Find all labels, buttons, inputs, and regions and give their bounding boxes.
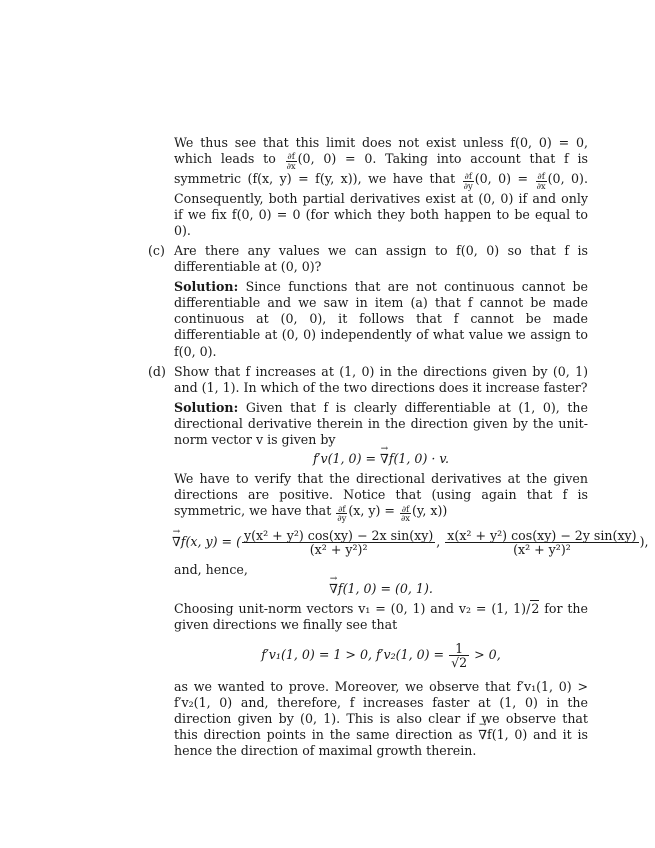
and-hence-text: and, hence, <box>174 562 248 578</box>
part-c-solution-text: Since functions that are not continuous cannot be differentiable and we saw in item (a) that f cannot be made continuous at (0, 0), it follows that f cannot be made differentiable at (0, 0) independently of what value we assign to f(0, 0). <box>174 279 588 359</box>
intro-line-3a: f(y, x)), we have that <box>315 170 462 186</box>
part-d-paragraph-4: as we wanted to prove. Moreover, we observe that f′v₁(1, 0) > f′v₂(1, 0) and, therefore, f increases faster at (1, 0) in the direction given by (0, 1). This is also clear if we observe that this direction points in the same direction as → ∇f(1, 0) and it is hence the direction of maximal growth therein. <box>174 679 588 759</box>
directional-derivative-equation: f′v(1, 0) = → ∇f(1, 0) · v. <box>174 451 588 467</box>
nabla-symbol: → ∇ <box>478 727 487 743</box>
intro-line-5: they both happen to be equal to 0). <box>174 206 588 238</box>
partial-fraction-fx-3: $\frac{\partial f}{\partial x}$ <box>400 503 410 524</box>
part-c-solution <box>174 279 588 359</box>
part-c <box>148 242 588 360</box>
nabla-symbol: → ∇ <box>329 581 338 597</box>
intro-line-3b: (0, 0) = <box>474 170 535 186</box>
gradient-component-2: $\frac{\text{x(x² + y²) cos(xy) − 2y sin(xy)}}{\text{(x² + y²)²}}$ <box>447 528 637 558</box>
page-content <box>148 135 649 759</box>
partial-fraction-fx: $\frac{\partial f}{\partial x}$ <box>286 151 296 172</box>
part-d-solution-text: Given that f is clearly differentiable at (1, 0), the directional derivative therein in the direction given by the unit-norm vector v is given by <box>174 399 588 447</box>
part-d <box>148 363 649 759</box>
part-c-label: (c) <box>148 242 165 258</box>
intro-line-2b: (0, 0) = 0. Taking into account that f is symmetric (f(x, y) = <box>174 151 588 186</box>
part-d-label: (d) <box>148 363 166 379</box>
gradient-equation: → ∇f(x, y) = ( $\frac{\text{y(x² + y²) cos(xy) − 2x sin(xy)}}{\text{(x² + y²)²}}$ , $\frac{\text{x(x² + y²) cos(xy) − 2y sin(xy)}}{\text{(x² + y²)²}}$ ), <box>172 529 588 556</box>
partial-fraction-fy: $\frac{\partial f}{\partial y}$ <box>463 171 473 191</box>
intro-line-1: We thus see that this limit does not exist unless f(0, 0) = 0, which leads <box>174 135 588 167</box>
gradient-at-point-equation: → ∇f(1, 0) = (0, 1). <box>174 581 588 597</box>
nabla-symbol: → ∇ <box>172 534 181 550</box>
intro-line-4: derivatives exist at (0, 0) if and only if we fix f(0, 0) = 0 (for which <box>174 190 588 222</box>
gradient-component-1: $\frac{\text{y(x² + y²) cos(xy) − 2x sin(xy)}}{\text{(x² + y²)²}}$ <box>243 528 434 558</box>
part-d-paragraph-2: We have to verify that the directional derivatives at the given directions are positive. Notice that (using again that f is symmetric, we have that $\frac{\partial f}{\partial y}$ (x, y) = $\frac{\partial f}{\partial x}$ (y, x)) <box>174 471 588 524</box>
part-c-question: Are there any values we can assign to f(0, 0) so that f is differentiable at (0, 0)? <box>174 242 588 275</box>
directional-derivatives-values: f′v₁(1, 0) = 1 > 0, f′v₂(1, 0) = $\frac{1}{√2}$ > 0, <box>261 640 501 670</box>
part-d-question: Show that f increases at (1, 0) in the directions given by (0, 1) and (1, 1). In which of the two directions does it increase faster? <box>174 363 588 395</box>
one-over-sqrt2-fraction: $\frac{1}{√2}$ <box>451 640 468 670</box>
part-d-paragraph-3: Choosing unit-norm vectors v₁ = (0, 1) and v₂ = (1, 1)/2 for the given directions we finally see that <box>174 601 588 633</box>
intro-paragraph <box>174 135 588 239</box>
part-d-solution-label: Solution: <box>174 399 239 415</box>
intro-line-2a: to <box>263 151 285 167</box>
partial-fraction-fy-2: $\frac{\partial f}{\partial y}$ <box>337 503 347 524</box>
partial-fraction-fx-2: $\frac{\partial f}{\partial x}$ <box>536 171 546 191</box>
intro-line-3c: (0, 0). Consequently, both partial <box>174 170 588 206</box>
nabla-symbol: → ∇ <box>380 451 389 467</box>
part-c-solution-label: Solution: <box>174 279 239 295</box>
